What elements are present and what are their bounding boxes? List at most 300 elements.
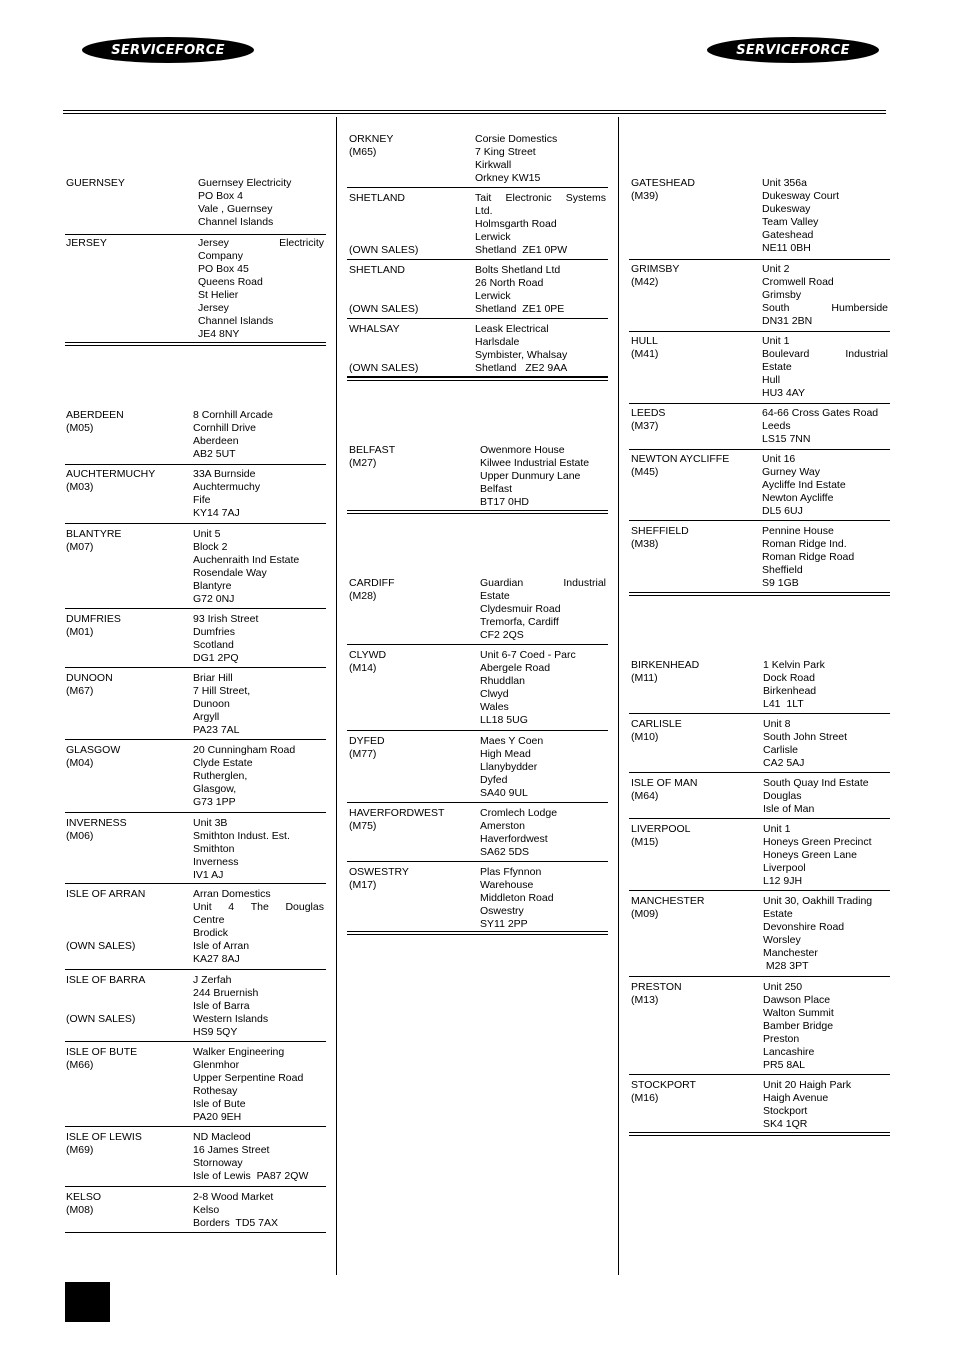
location-line: (M38): [631, 538, 659, 550]
address-line: Tremorfa, Cardiff: [480, 616, 559, 628]
address-line: Stornoway: [193, 1157, 243, 1169]
address-line: Channel Islands: [198, 216, 274, 228]
location-line: (M28): [349, 590, 377, 602]
location-label: [66, 237, 107, 250]
location-label: [66, 744, 120, 770]
location-line: DUMFRIES: [66, 613, 121, 625]
address-line: Lerwick: [475, 231, 511, 243]
address-block: [480, 649, 606, 727]
address-line: HU3 4AY: [762, 387, 805, 399]
entry-divider: [65, 667, 326, 668]
location-line: DYFED: [349, 735, 385, 747]
address-line: 20 Cunningham Road: [193, 744, 296, 756]
entry-divider: [65, 1232, 326, 1233]
address-line: Douglas: [763, 790, 802, 802]
location-line: CARLISLE: [631, 718, 682, 730]
location-line: DUNOON: [66, 672, 113, 684]
address-line: Sheffield: [762, 564, 803, 576]
address-line: South Humberside: [762, 302, 888, 314]
location-line: (OWN SALES): [66, 940, 136, 952]
address-line: Kirkwall: [475, 159, 512, 171]
location-line: (M77): [349, 748, 377, 760]
address-line: Orkney KW15: [475, 172, 541, 184]
location-line: SHETLAND: [349, 264, 406, 276]
location-line: ISLE OF ARRAN: [66, 888, 146, 900]
location-line: (M03): [66, 481, 94, 493]
location-line: [66, 987, 145, 1000]
address-line: ND Macleod: [193, 1131, 251, 1143]
address-line: Inverness: [193, 856, 239, 868]
column-divider: [336, 117, 337, 1275]
address-line: Bamber Bridge: [763, 1020, 834, 1032]
location-line: (OWN SALES): [66, 1013, 136, 1025]
entry-divider: [629, 713, 890, 714]
address-line: Unit 8: [763, 718, 791, 730]
address-line: Warehouse: [480, 879, 534, 891]
location-line: [349, 349, 418, 362]
address-line: Rothesay: [193, 1085, 238, 1097]
address-block: [193, 468, 324, 520]
address-line: SA62 5DS: [480, 846, 530, 858]
address-line: Newton Aycliffe: [762, 492, 834, 504]
section-divider: [347, 510, 608, 511]
address-block: [480, 577, 606, 642]
address-line: Unit 2: [762, 263, 790, 275]
address-line: CA2 5AJ: [763, 757, 805, 769]
address-line: Oswestry: [480, 905, 524, 917]
address-block: [475, 264, 606, 316]
location-line: ISLE OF BUTE: [66, 1046, 138, 1058]
address-line: 64-66 Cross Gates Road: [762, 407, 879, 419]
location-label: [66, 1191, 101, 1217]
address-block: [762, 177, 888, 255]
location-line: (M66): [66, 1059, 94, 1071]
location-line: [66, 914, 145, 927]
entry-divider: [629, 449, 890, 450]
address-line: Birkenhead: [763, 685, 817, 697]
location-line: (M45): [631, 466, 659, 478]
address-line: Upper Dunmury Lane: [480, 470, 581, 482]
address-line: DG1 2PQ: [193, 652, 239, 664]
entry-divider: [65, 464, 326, 465]
location-line: (M04): [66, 757, 94, 769]
address-line: High Mead: [480, 748, 531, 760]
location-line: NEWTON AYCLIFFE: [631, 453, 730, 465]
address-line: Cromwell Road: [762, 276, 834, 288]
entry-divider: [65, 812, 326, 813]
address-line: G72 0NJ: [193, 593, 235, 605]
address-block: [480, 807, 606, 859]
location-label: [349, 735, 385, 761]
address-line: St Helier: [198, 289, 239, 301]
address-line: AB2 5UT: [193, 448, 236, 460]
address-line: Cromlech Lodge: [480, 807, 558, 819]
address-line: Pennine House: [762, 525, 834, 537]
address-line: SA40 9UL: [480, 787, 528, 799]
location-line: (M64): [631, 790, 659, 802]
location-label: [66, 468, 155, 494]
address-line: Isle of Lewis PA87 2QW: [193, 1170, 309, 1182]
location-label: [631, 335, 658, 361]
location-line: WHALSAY: [349, 323, 400, 335]
location-label: [631, 823, 691, 849]
address-line: Borders TD5 7AX: [193, 1217, 279, 1229]
address-block: [193, 1046, 324, 1124]
location-label: [349, 192, 418, 257]
location-line: INVERNESS: [66, 817, 127, 829]
address-line: Dukesway: [762, 203, 811, 215]
address-line: Brodick: [193, 927, 229, 939]
address-line: Glenmhor: [193, 1059, 240, 1071]
location-line: (M06): [66, 830, 94, 842]
location-line: HAVERFORDWEST: [349, 807, 445, 819]
entry-divider: [65, 608, 326, 609]
location-label: [631, 263, 679, 289]
location-line: (M69): [66, 1144, 94, 1156]
location-line: JERSEY: [66, 237, 107, 249]
location-line: ISLE OF MAN: [631, 777, 698, 789]
address-block: [198, 177, 324, 229]
address-line: Vale , Guernsey: [198, 203, 273, 215]
address-line: Abergele Road: [480, 662, 551, 674]
address-line: 16 James Street: [193, 1144, 270, 1156]
address-line: Unit 4 The Douglas: [193, 901, 324, 913]
address-line: Haverfordwest: [480, 833, 548, 845]
address-line: Leeds: [762, 420, 791, 432]
location-line: (M65): [349, 146, 377, 158]
address-line: Auchtermuchy: [193, 481, 261, 493]
address-line: Auchenraith Ind Estate: [193, 554, 300, 566]
address-line: Isle of Barra: [193, 1000, 250, 1012]
location-label: [66, 974, 145, 1026]
address-line: 7 King Street: [475, 146, 536, 158]
address-block: [198, 237, 324, 341]
address-line: Ltd.: [475, 205, 493, 217]
address-line: J Zerfah: [193, 974, 232, 986]
address-line: Clyde Estate: [193, 757, 253, 769]
location-line: [66, 1000, 145, 1013]
address-line: Amerston: [480, 820, 525, 832]
address-line: Rutherglen,: [193, 770, 248, 782]
address-block: [193, 888, 324, 966]
location-label: [631, 981, 682, 1007]
address-line: S9 1GB: [762, 577, 799, 589]
address-line: Owenmore House: [480, 444, 565, 456]
location-label: [66, 888, 145, 953]
location-line: (M10): [631, 731, 659, 743]
address-line: LS15 7NN: [762, 433, 811, 445]
address-block: [762, 453, 888, 518]
section-divider: [347, 376, 608, 378]
address-line: South Quay Ind Estate: [763, 777, 869, 789]
location-line: (M13): [631, 994, 659, 1006]
entry-divider: [347, 730, 608, 731]
address-line: Dunoon: [193, 698, 230, 710]
address-block: [763, 718, 889, 770]
address-line: Dock Road: [763, 672, 815, 684]
address-line: Unit 1: [763, 823, 791, 835]
location-line: (M75): [349, 820, 377, 832]
address-line: Gateshead: [762, 229, 814, 241]
location-label: [631, 407, 665, 433]
address-block: [475, 323, 606, 375]
address-line: Unit 16: [762, 453, 796, 465]
location-label: [631, 777, 698, 803]
address-line: Arran Domestics: [193, 888, 271, 900]
location-label: [349, 807, 444, 833]
location-line: (OWN SALES): [349, 303, 419, 315]
address-line: Plas Ffynnon: [480, 866, 542, 878]
address-line: M28 3PT: [763, 960, 809, 972]
entry-divider: [629, 331, 890, 332]
address-line: Harlsdale: [475, 336, 520, 348]
address-line: Unit 6-7 Coed - Parc: [480, 649, 576, 661]
address-line: Unit 3B: [193, 817, 228, 829]
location-label: [66, 528, 121, 554]
location-line: (M07): [66, 541, 94, 553]
address-line: Leask Electrical: [475, 323, 549, 335]
address-line: Stockport: [763, 1105, 808, 1117]
address-line: Shetland ZE1 0PW: [475, 244, 568, 256]
address-line: Manchester: [763, 947, 818, 959]
address-line: 2-8 Wood Market: [193, 1191, 274, 1203]
location-line: (M05): [66, 422, 94, 434]
location-line: MANCHESTER: [631, 895, 705, 907]
location-line: [66, 901, 145, 914]
address-line: South John Street: [763, 731, 848, 743]
address-line: PA23 7AL: [193, 724, 240, 736]
entry-divider: [65, 234, 326, 235]
location-line: BIRKENHEAD: [631, 659, 700, 671]
location-label: [66, 177, 125, 190]
address-line: Worsley: [763, 934, 801, 946]
location-line: BELFAST: [349, 444, 396, 456]
location-line: ISLE OF LEWIS: [66, 1131, 142, 1143]
address-block: [762, 335, 888, 400]
address-line: Symbister, Whalsay: [475, 349, 568, 361]
address-line: Hull: [762, 374, 781, 386]
location-line: (M09): [631, 908, 659, 920]
entry-divider: [65, 523, 326, 524]
address-line: Shetland ZE1 0PE: [475, 303, 565, 315]
location-label: [631, 718, 682, 744]
address-block: [763, 777, 889, 816]
address-block: [193, 613, 324, 665]
serviceforce-logo: [707, 37, 879, 63]
address-line: Glasgow,: [193, 783, 237, 795]
location-line: LEEDS: [631, 407, 666, 419]
entry-divider: [65, 739, 326, 740]
address-line: Honeys Green Precinct: [763, 836, 872, 848]
entry-divider: [65, 883, 326, 884]
location-line: STOCKPORT: [631, 1079, 696, 1091]
entry-divider: [65, 969, 326, 970]
address-line: BT17 0HD: [480, 496, 530, 508]
address-block: [762, 525, 888, 590]
address-line: Channel Islands: [198, 315, 274, 327]
location-line: [349, 218, 418, 231]
address-line: Unit 356a: [762, 177, 807, 189]
address-block: [480, 735, 606, 800]
location-line: AUCHTERMUCHY: [66, 468, 156, 480]
address-line: Block 2: [193, 541, 228, 553]
address-line: Dumfries: [193, 626, 236, 638]
location-line: SHEFFIELD: [631, 525, 689, 537]
entry-divider: [347, 644, 608, 645]
address-line: Estate: [763, 908, 793, 920]
location-label: [349, 323, 418, 375]
address-line: Kilwee Industrial Estate: [480, 457, 590, 469]
entry-divider: [629, 976, 890, 977]
location-line: (M15): [631, 836, 659, 848]
location-line: (M01): [66, 626, 94, 638]
address-line: Team Valley: [762, 216, 819, 228]
entry-divider: [629, 520, 890, 521]
address-block: [763, 823, 889, 888]
address-line: KA27 8AJ: [193, 953, 240, 965]
entry-divider: [65, 1126, 326, 1127]
header-rule: [63, 110, 886, 111]
address-line: Argyll: [193, 711, 220, 723]
address-line: 33A Burnside: [193, 468, 256, 480]
address-line: Lerwick: [475, 290, 511, 302]
location-label: [631, 177, 695, 203]
address-line: KY14 7AJ: [193, 507, 240, 519]
address-line: Clwyd: [480, 688, 509, 700]
address-line: Estate: [762, 361, 792, 373]
entry-divider: [629, 818, 890, 819]
address-line: Shetland ZE2 9AA: [475, 362, 568, 374]
location-line: PRESTON: [631, 981, 682, 993]
address-block: [763, 895, 889, 973]
address-line: NE11 0BH: [762, 242, 811, 254]
location-line: GUERNSEY: [66, 177, 125, 189]
location-line: ORKNEY: [349, 133, 394, 145]
address-block: [193, 744, 324, 809]
address-line: Walton Summit: [763, 1007, 834, 1019]
address-line: Middleton Road: [480, 892, 554, 904]
address-line: Briar Hill: [193, 672, 233, 684]
location-line: ISLE OF BARRA: [66, 974, 146, 986]
address-block: [193, 672, 324, 737]
address-line: Belfast: [480, 483, 513, 495]
address-line: Lancashire: [763, 1046, 815, 1058]
address-line: Smithton: [193, 843, 235, 855]
address-line: Liverpool: [763, 862, 806, 874]
location-line: [349, 205, 418, 218]
location-label: [66, 613, 121, 639]
address-line: Roman Ridge Ind.: [762, 538, 847, 550]
address-block: [480, 866, 606, 931]
location-line: OSWESTRY: [349, 866, 409, 878]
location-line: (M11): [631, 672, 658, 684]
location-label: [349, 866, 409, 892]
address-line: Corsie Domestics: [475, 133, 558, 145]
address-line: Guardian Industrial: [480, 577, 606, 589]
address-line: Isle of Man: [763, 803, 815, 815]
address-block: [762, 407, 888, 446]
location-line: (M16): [631, 1092, 659, 1104]
address-line: Aycliffe Ind Estate: [762, 479, 846, 491]
location-line: HULL: [631, 335, 658, 347]
address-block: [763, 981, 889, 1072]
location-line: [349, 290, 418, 303]
address-block: [193, 817, 324, 882]
address-line: Aberdeen: [193, 435, 239, 447]
address-line: PR5 8AL: [763, 1059, 806, 1071]
address-line: Kelso: [193, 1204, 220, 1216]
address-line: Walker Engineering: [193, 1046, 285, 1058]
address-line: L12 9JH: [763, 875, 803, 887]
section-divider: [347, 931, 608, 932]
entry-divider: [347, 861, 608, 862]
logo-text: SERVICEFORCE: [111, 42, 225, 58]
entry-divider: [347, 802, 608, 803]
address-line: Honeys Green Lane: [763, 849, 857, 861]
address-line: Dyfed: [480, 774, 508, 786]
address-line: Roman Ridge Road: [762, 551, 855, 563]
address-line: Carlisle: [763, 744, 799, 756]
entry-divider: [65, 1041, 326, 1042]
section-divider: [65, 342, 326, 343]
section-divider: [629, 592, 890, 593]
address-line: Boulevard Industrial: [762, 348, 888, 360]
address-line: Guernsey Electricity: [198, 177, 292, 189]
address-block: [480, 444, 606, 509]
location-label: [631, 453, 729, 479]
address-line: Maes Y Coen: [480, 735, 544, 747]
entry-divider: [347, 259, 608, 260]
location-line: BLANTYRE: [66, 528, 122, 540]
address-line: Clydesmuir Road: [480, 603, 561, 615]
location-line: (M41): [631, 348, 659, 360]
address-line: Isle of Arran: [193, 940, 250, 952]
address-line: Scotland: [193, 639, 234, 651]
location-label: [349, 133, 393, 159]
page-number-box: [65, 1282, 110, 1322]
address-line: Holmsgarth Road: [475, 218, 557, 230]
location-label: [66, 817, 127, 843]
address-line: Rhuddlan: [480, 675, 525, 687]
address-block: [763, 659, 889, 711]
address-line: SY11 2PP: [480, 918, 528, 930]
address-line: Unit 30, Oakhill Trading: [763, 895, 873, 907]
address-line: LL18 5UG: [480, 714, 528, 726]
address-line: PO Box 45: [198, 263, 249, 275]
entry-divider: [629, 403, 890, 404]
entry-divider: [347, 318, 608, 319]
address-line: Queens Road: [198, 276, 263, 288]
location-line: SHETLAND: [349, 192, 406, 204]
column-divider: [618, 117, 619, 1275]
address-line: PA20 9EH: [193, 1111, 242, 1123]
header-rule: [63, 113, 886, 114]
address-line: Smithton Indust. Est.: [193, 830, 290, 842]
address-block: [475, 192, 606, 257]
location-label: [349, 444, 395, 470]
address-line: Unit 1: [762, 335, 790, 347]
address-line: Gurney Way: [762, 466, 820, 478]
address-line: Jersey Electricity: [198, 237, 324, 249]
address-line: Upper Serpentine Road: [193, 1072, 304, 1084]
location-line: GATESHEAD: [631, 177, 695, 189]
entry-divider: [629, 890, 890, 891]
address-block: [193, 528, 324, 606]
location-line: (M27): [349, 457, 377, 469]
address-line: Haigh Avenue: [763, 1092, 829, 1104]
address-block: [193, 974, 324, 1039]
address-block: [193, 1191, 324, 1230]
